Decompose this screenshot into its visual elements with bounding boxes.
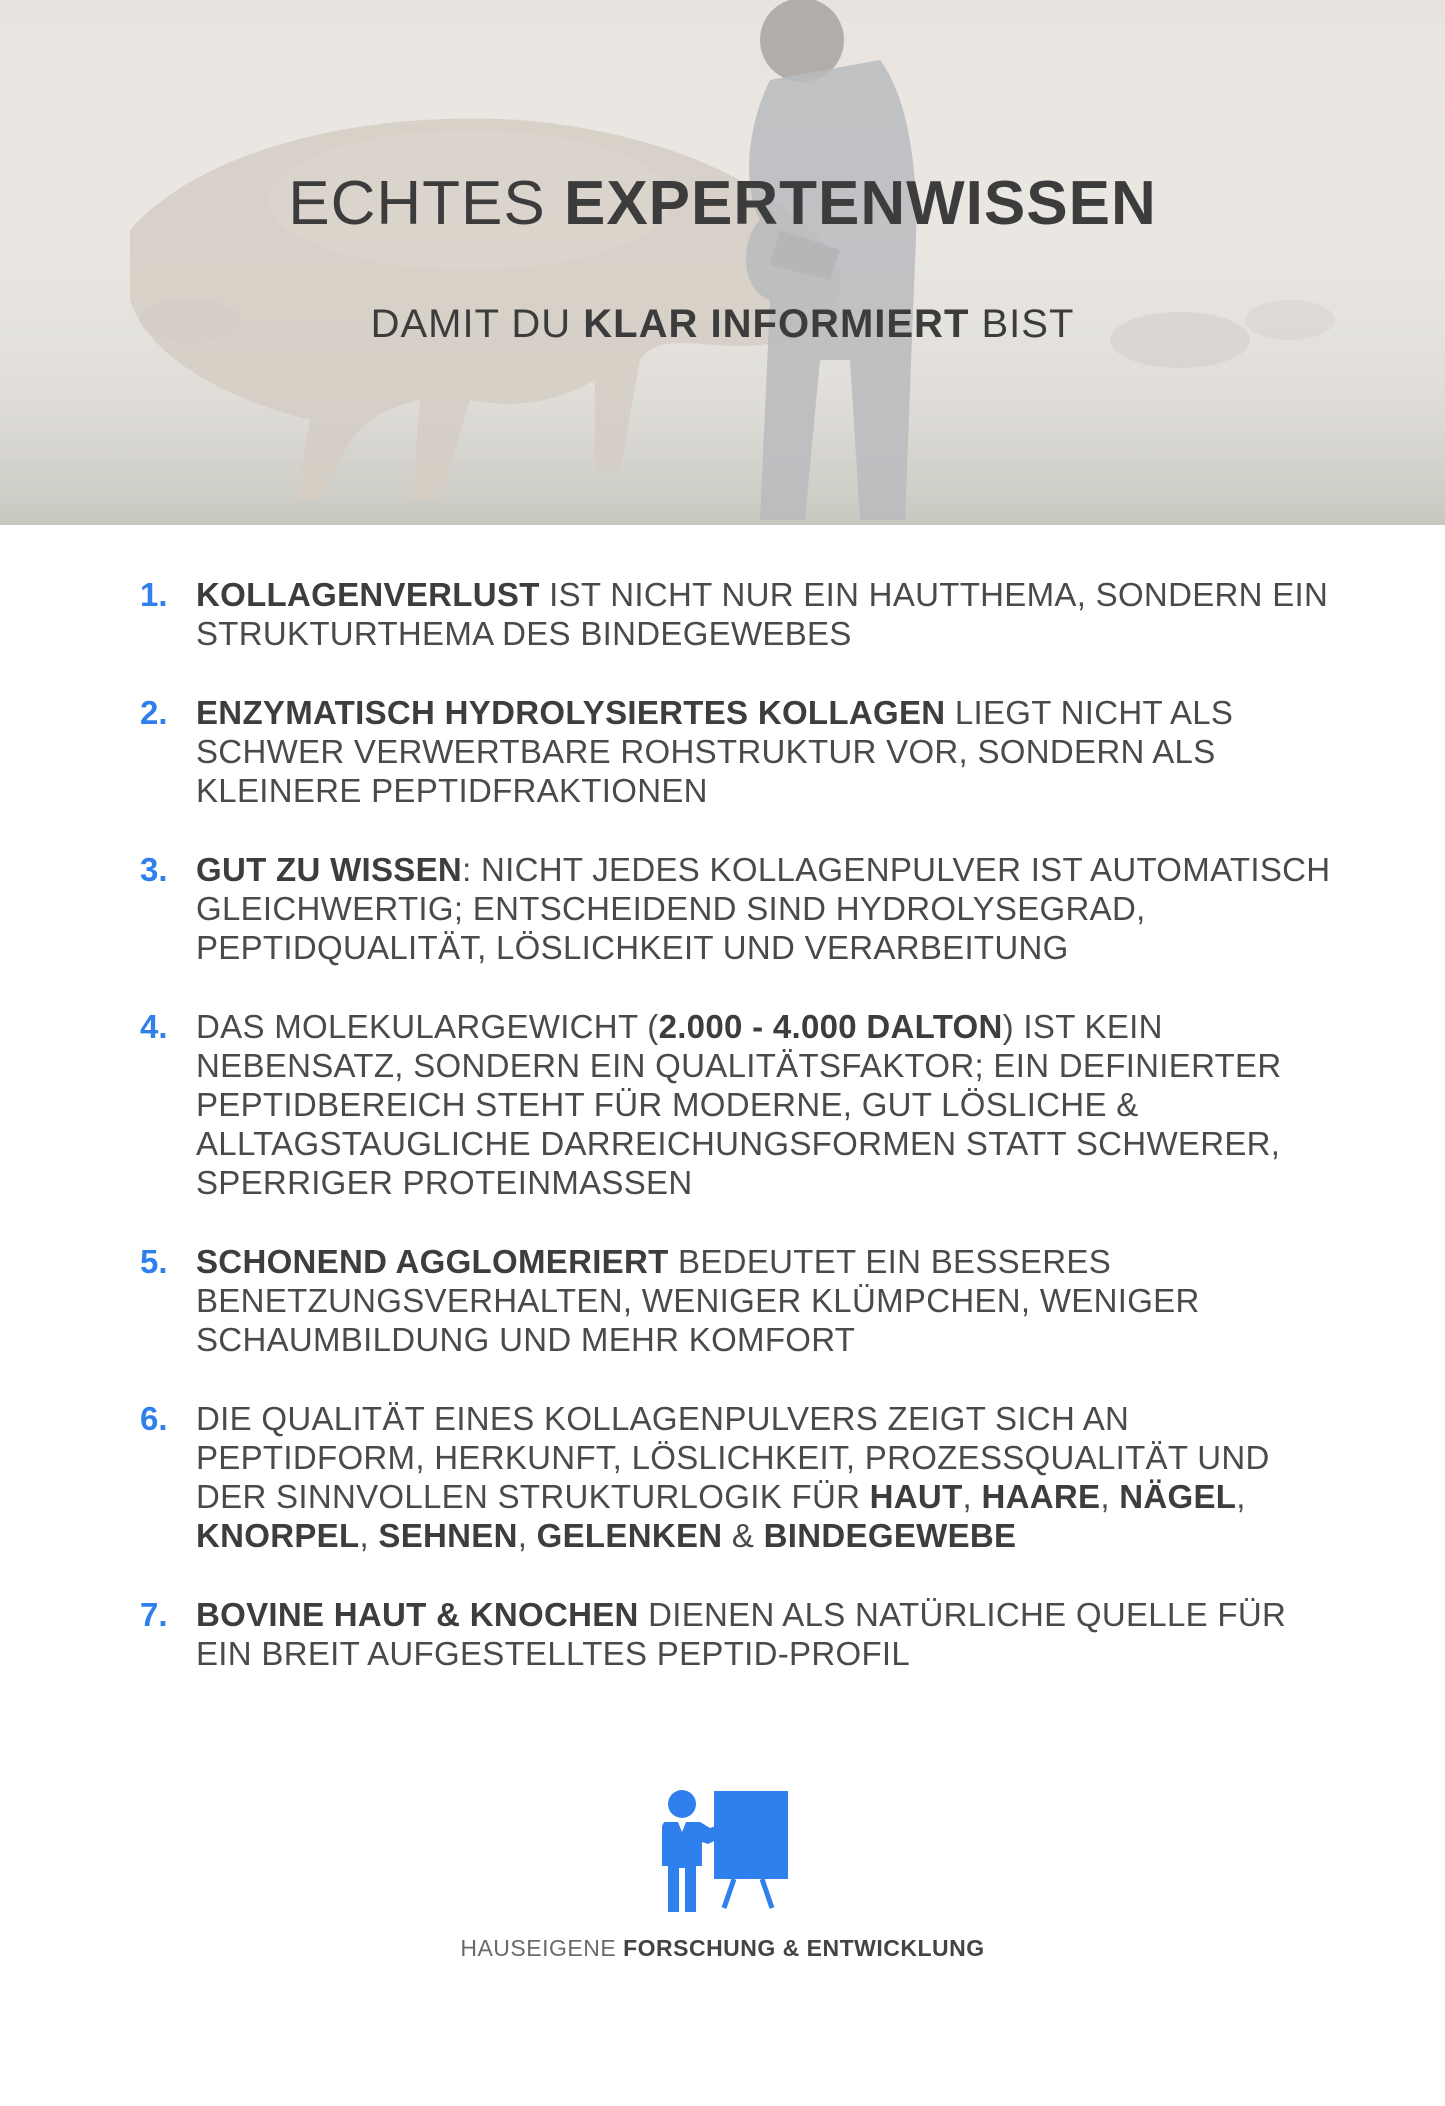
item-number: 7. [140, 1596, 168, 1633]
term-sep: & [722, 1517, 764, 1554]
hero-subtitle-light-2: BIST [969, 302, 1075, 346]
list-item [140, 1007, 1340, 1202]
list-item [140, 1242, 1340, 1359]
item-pre: DAS MOLEKULARGEWICHT ( [196, 1008, 659, 1045]
footer-label-bold: FORSCHUNG & ENTWICKLUNG [623, 1935, 985, 1961]
item-number: 2. [140, 694, 168, 731]
item-bold: SCHONEND AGGLOMERIERT [196, 1243, 669, 1280]
presenter-icon [652, 1786, 792, 1916]
item-bold: GUT ZU WISSEN [196, 851, 463, 888]
hero-banner [0, 0, 1445, 525]
footer-label-light: HAUSEIGENE [460, 1935, 624, 1961]
item-bold: 2.000 - 4.000 DALTON [658, 1008, 1003, 1045]
term-sep: , [962, 1478, 982, 1515]
item-number: 6. [140, 1400, 168, 1437]
term-sep: , [1236, 1478, 1246, 1515]
item-number: 1. [140, 576, 168, 613]
item-rest: DIENEN ALS NATÜRLICHE QUELLE FÜR EIN BREIT AUFGESTELLTES PEPTID-PROFIL [196, 1596, 1287, 1672]
item-text [196, 1399, 1340, 1555]
item-bold: ENZYMATISCH HYDROLYSIERTES KOLLAGEN [196, 694, 946, 731]
item-text [196, 1595, 1340, 1673]
item-rest: ) IST KEIN NEBENSATZ, SONDERN EIN QUALITÄTSFAKTOR; EIN DEFINIERTER PEPTIDBEREICH STEHT FÜR MODERNE, GUT LÖSLICHE & ALLTAGSTAUGLICHE DARREICHUNGSFORMEN STATT SCHWERER, SPERRIGER PROTEINMASSEN [196, 1008, 1282, 1201]
hero-title-bold: EXPERTENWISSEN [563, 169, 1157, 238]
term-sep: , [517, 1517, 537, 1554]
item-bold: BOVINE HAUT & KNOCHEN [196, 1596, 639, 1633]
hero-title [0, 168, 1445, 239]
hero-subtitle-light-1: DAMIT DU [370, 302, 584, 346]
list-item [140, 1399, 1340, 1555]
item-number: 4. [140, 1008, 168, 1045]
term-naegel: NÄGEL [1119, 1478, 1237, 1515]
item-number: 3. [140, 851, 168, 888]
term-knorpel: KNORPEL [196, 1517, 360, 1554]
term-sehnen: SEHNEN [378, 1517, 518, 1554]
item-rest: LIEGT NICHT ALS SCHWER VERWERTBARE ROHSTRUKTUR VOR, SONDERN ALS KLEINERE PEPTIDFRAKTIONEN [196, 694, 1234, 809]
hero-subtitle-bold: KLAR INFORMIERT [583, 302, 970, 346]
item-text [196, 1007, 1340, 1202]
term-haare: HAARE [981, 1478, 1101, 1515]
hero-subtitle [0, 302, 1445, 347]
term-sep: , [1100, 1478, 1120, 1515]
item-rest: IST NICHT NUR EIN HAUTTHEMA, SONDERN EIN STRUKTURTHEMA DES BINDEGEWEBES [196, 576, 1329, 652]
item-text [196, 850, 1340, 967]
list-item [140, 850, 1340, 967]
item-text [196, 575, 1340, 653]
term-gelenken: GELENKEN [536, 1517, 723, 1554]
item-pre: DIE QUALITÄT EINES KOLLAGENPULVERS ZEIGT SICH AN PEPTIDFORM, HERKUNFT, LÖSLICHKEIT, PROZESSQUALITÄT UND DER SINNVOLLEN STRUKTURLOGIK FÜR [196, 1400, 1270, 1515]
footer-label [0, 1935, 1445, 1962]
term-haut: HAUT [869, 1478, 963, 1515]
item-text [196, 693, 1340, 810]
list-item [140, 1595, 1340, 1673]
hero-photo-cow-farmer [0, 0, 1445, 525]
term-sep: , [359, 1517, 379, 1554]
item-bold: KOLLAGENVERLUST [196, 576, 540, 613]
term-bindegewebe: BINDEGEWEBE [763, 1517, 1017, 1554]
hero-title-light: ECHTES [288, 169, 564, 238]
item-text [196, 1242, 1340, 1359]
list-item [140, 693, 1340, 810]
list-item [140, 575, 1340, 653]
item-rest: : NICHT JEDES KOLLAGENPULVER IST AUTOMATISCH GLEICHWERTIG; ENTSCHEIDEND SIND HYDROLYSEGRAD, PEPTIDQUALITÄT, LÖSLICHKEIT UND VERARBEITUNG [196, 851, 1331, 966]
item-number: 5. [140, 1243, 168, 1280]
item-rest: BEDEUTET EIN BESSERES BENETZUNGSVERHALTEN, WENIGER KLÜMPCHEN, WENIGER SCHAUMBILDUNG UND MEHR KOMFORT [196, 1243, 1200, 1358]
facts-list [140, 575, 1340, 1713]
